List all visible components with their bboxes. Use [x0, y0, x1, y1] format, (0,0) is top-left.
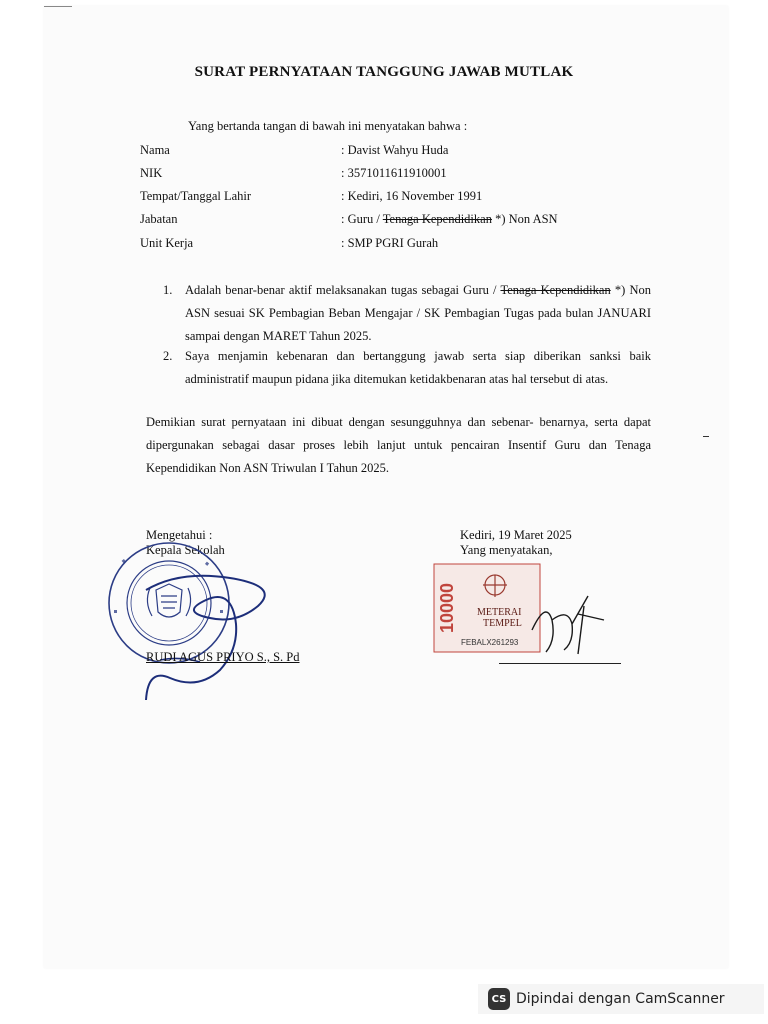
camscanner-watermark: [478, 984, 764, 1014]
field-value-ttl: : Kediri, 16 November 1991: [341, 189, 483, 203]
meterai-stamp: [433, 563, 541, 653]
principal-name: RUDI AGUS PRIYO S., S. Pd: [146, 650, 300, 664]
place-date: Kediri, 19 Maret 2025: [460, 528, 572, 542]
statement-1-number: 1.: [163, 283, 173, 297]
jabatan-struck: Tenaga Kependidikan: [382, 212, 492, 226]
field-label-nama: Nama: [140, 143, 170, 157]
intro-text: Yang bertanda tangan di bawah ini menyatakan bahwa :: [188, 119, 468, 133]
camscanner-text: Dipindai dengan CamScanner: [516, 991, 725, 1007]
statement-1-before: Adalah benar-benar aktif melaksanakan tugas sebagai Guru /: [185, 283, 501, 297]
document-title: SURAT PERNYATAAN TANGGUNG JAWAB MUTLAK: [194, 64, 574, 80]
field-value-jabatan: [341, 212, 558, 227]
statement-1-after: *) Non ASN sesuai SK Pembagian Beban Mengajar / SK Pembagian Tugas pada bulan JANUARI sampai dengan MARET Tahun 2025.: [185, 283, 652, 343]
closing-paragraph: Demikian surat pernyataan ini dibuat dengan sesungguhnya dan sebenar- benarnya, serta dapat dipergunakan sebagai dasar proses lebih lanjut untuk pencairan Insentif Guru dan Tenaga Kependidikan Non ASN Triwulan I Tahun 2025.: [146, 415, 651, 475]
svg-text:FEBALX261293: FEBALX261293: [461, 638, 519, 647]
acknowledged-label: Mengetahui :: [146, 528, 213, 542]
statement-1: [163, 279, 651, 348]
svg-text:10000: 10000: [437, 582, 457, 633]
declarant-role: Yang menyatakan,: [460, 543, 553, 557]
field-value-unit-kerja: : SMP PGRI Gurah: [341, 236, 439, 250]
field-label-unit-kerja: Unit Kerja: [140, 236, 194, 250]
statement-1-struck: Tenaga Kependidikan: [500, 283, 611, 297]
scan-edge-mark: [44, 6, 72, 7]
principal-role: Kepala Sekolah: [146, 543, 225, 557]
jabatan-suffix: *) Non ASN: [491, 212, 558, 226]
field-value-nama: : Davist Wahyu Huda: [341, 143, 449, 157]
jabatan-prefix: : Guru /: [341, 212, 383, 226]
svg-text:TEMPEL: TEMPEL: [483, 618, 522, 629]
field-label-jabatan: Jabatan: [140, 212, 178, 226]
field-label-nik: NIK: [140, 166, 163, 180]
statement-2-text: Saya menjamin kebenaran dan bertanggung jawab serta siap diberikan sanksi baik administratif maupun pidana jika ditemukan ketidakbenaran atas hal tersebut di atas.: [185, 349, 651, 386]
principal-signature: [140, 560, 280, 710]
camscanner-logo-icon: CS: [488, 988, 510, 1010]
declarant-signature-line: [499, 663, 621, 664]
statement-2: [163, 345, 651, 391]
margin-mark: [703, 436, 709, 437]
field-value-nik: : 3571011611910001: [341, 166, 447, 180]
declarant-signature: [528, 590, 608, 660]
field-label-ttl: Tempat/Tanggal Lahir: [140, 189, 252, 203]
statement-2-number: 2.: [163, 349, 173, 363]
svg-text:METERAI: METERAI: [477, 607, 522, 618]
statement-1-text: [185, 279, 651, 348]
